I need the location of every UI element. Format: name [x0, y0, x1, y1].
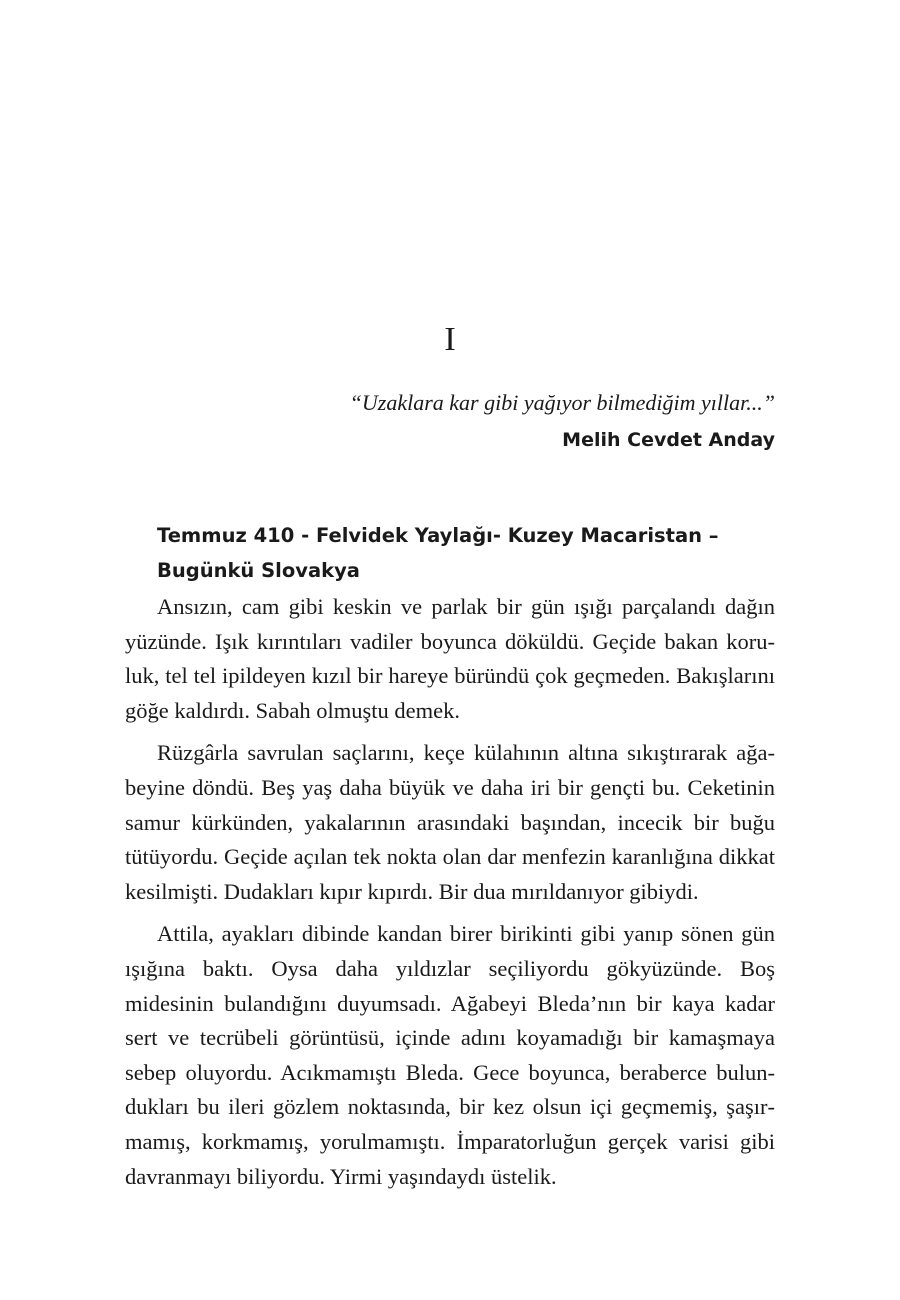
section-heading-line-2: Bugünkü Slovakya: [157, 559, 360, 582]
paragraph-2: Rüzgârla savrulan saçlarını, keçe külahının altına sıkıştırarak ağabeyine döndü. Beş yaş daha büyük ve daha iri bir gençti bu. Ceketinin samur kürkünden, yakalarının arasındaki başından, incecik bir buğu tütüyordu. Geçide açılan tek nokta olan dar menfezin karanlığına dikkat kesilmişti. Dudakları kıpır kıpırdı. Bir dua mırıldanıyor gibiydi.: [125, 740, 775, 904]
section-heading: [157, 518, 775, 588]
epigraph-quote: “Uzaklara kar gibi yağıyor bilmediğim yıllar...”: [349, 390, 775, 415]
paragraph-1: Ansızın, cam gibi keskin ve parlak bir gün ışığı parçalandı dağın yüzünde. Işık kırıntıları vadiler boyunca döküldü. Geçide bakan koruluk, tel tel ipildeyen kızıl bir hareye büründü çok geçmeden. Bakışlarını göğe kaldırdı. Sabah olmuştu demek.: [125, 594, 775, 723]
chapter-body: [125, 518, 775, 1202]
section-heading-line-1: Temmuz 410 - Felvidek Yaylağı- Kuzey Macaristan –: [157, 524, 719, 547]
epigraph: [155, 386, 775, 457]
chapter-number: I: [444, 321, 456, 358]
paragraph-3: Attila, ayakları dibinde kandan birer birikinti gibi yanıp sönen gün ışığına baktı. Oysa daha yıldızlar seçiliyordu gökyüzünde. Boş midesinin bulandığını duyumsadı. Ağabeyi Bleda’nın bir kaya kadar sert ve tecrübeli görüntüsü, içinde adını koyamadığı bir kamaşmaya sebep oluyordu. Acıkmamıştı Bleda. Gece boyunca, beraberce bulundukları bu ileri gözlem noktasında, bir kez olsun içi geçmemiş, şaşırmamış, korkmamış, yorulmamıştı. İmparatorluğun gerçek varisi gibi davranmayı biliyordu. Yirmi yaşındaydı üstelik.: [125, 921, 775, 1189]
epigraph-author: Melih Cevdet Anday: [562, 429, 775, 451]
